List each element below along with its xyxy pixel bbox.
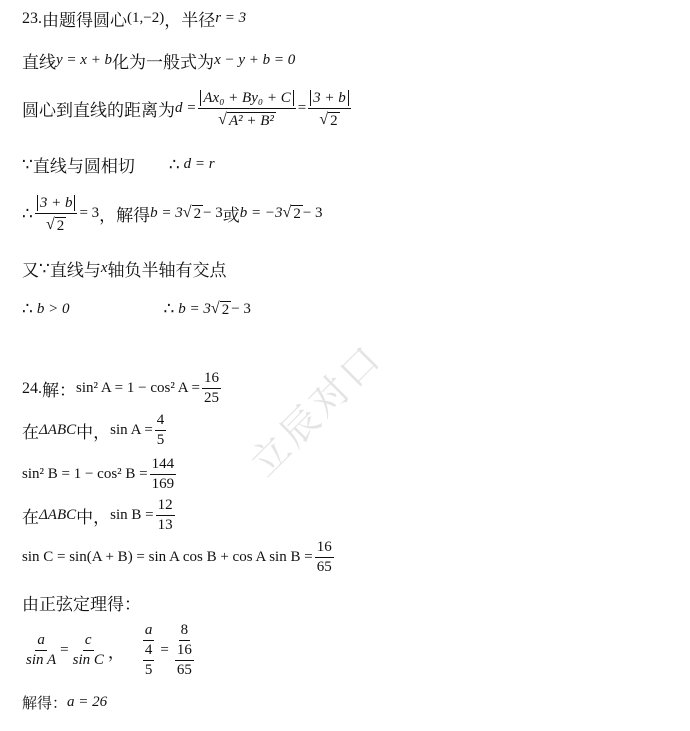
numerator: c bbox=[83, 632, 94, 651]
solution-1: b = 3 bbox=[150, 205, 183, 221]
text: 中， bbox=[76, 508, 111, 528]
triangle-label: ΔABC bbox=[39, 507, 77, 523]
text: ，解得 bbox=[99, 206, 151, 226]
numerator: 3 + b bbox=[37, 195, 76, 211]
watermark-text: 立辰对口 bbox=[241, 335, 392, 485]
equals: = bbox=[297, 100, 307, 116]
text: 直线与圆相切 bbox=[32, 157, 135, 177]
solution-2: b = −3 bbox=[239, 205, 283, 221]
denominator: sin A bbox=[26, 652, 57, 668]
therefore-symbol: ∴ bbox=[22, 203, 33, 224]
numerator: 4 bbox=[143, 642, 155, 661]
q24-line-3 bbox=[22, 456, 178, 493]
denominator: 13 bbox=[157, 517, 173, 533]
math-expr: d = r bbox=[183, 156, 215, 172]
math-center: (1,−2) bbox=[127, 10, 165, 26]
therefore-symbol: ∴ bbox=[168, 154, 180, 175]
text: 在 bbox=[22, 423, 39, 443]
denominator: 5 bbox=[156, 432, 165, 448]
math-general-form: x − y + b = 0 bbox=[214, 52, 296, 68]
q24-line-8 bbox=[22, 692, 107, 713]
distance-value-fraction: 3 + b √ 2 bbox=[308, 88, 351, 129]
math-radius: r = 3 bbox=[215, 10, 247, 26]
math-expr: sin A = bbox=[110, 422, 153, 438]
denominator: sin C bbox=[72, 652, 104, 668]
inner-fraction bbox=[143, 642, 155, 679]
numerator: 3 + b bbox=[310, 90, 349, 106]
text: 轴负半轴有交点 bbox=[107, 261, 227, 281]
denominator: 25 bbox=[203, 390, 219, 406]
because-symbol: ∵ bbox=[39, 258, 50, 279]
math-expr: = 3 bbox=[79, 205, 100, 221]
numerator: Ax₀ + By₀ + C bbox=[200, 90, 293, 106]
fraction bbox=[24, 632, 58, 669]
q24-line-6 bbox=[22, 590, 141, 615]
compound-fraction bbox=[171, 622, 198, 679]
text: 直线与 bbox=[49, 261, 101, 281]
numerator: a bbox=[143, 622, 155, 641]
text: ，半径 bbox=[164, 11, 216, 31]
q23-line-1 bbox=[22, 6, 246, 31]
q23-line-3 bbox=[22, 88, 353, 129]
numerator: 144 bbox=[150, 456, 177, 475]
q24-line-1 bbox=[22, 370, 223, 407]
equals: = bbox=[60, 642, 69, 658]
text: 解得： bbox=[22, 694, 68, 712]
denominator: 5 bbox=[144, 662, 153, 678]
numerator: 8 bbox=[179, 622, 191, 641]
q23-line-6 bbox=[22, 256, 227, 281]
denominator: 65 bbox=[176, 662, 192, 678]
text: 由正弦定理得： bbox=[22, 595, 141, 615]
math-expr: − 3 bbox=[302, 205, 323, 221]
fraction bbox=[71, 632, 106, 669]
math-line-eq: y = x + b bbox=[56, 52, 113, 68]
fraction bbox=[150, 456, 177, 493]
question-number: 23. bbox=[22, 9, 42, 27]
math-expr: b > 0 bbox=[36, 300, 70, 317]
because-symbol: ∵ bbox=[22, 154, 33, 175]
q23-line-5: ∴ 3 + b √ 2 = 3 ，解得 b = 3 √ 2 − 3 或 b = −3 √ 2 − 3 bbox=[22, 195, 323, 234]
radicand: 2 bbox=[293, 206, 301, 222]
denominator: 2 bbox=[330, 113, 338, 129]
radicand: 2 bbox=[221, 301, 230, 318]
math-expr: − 3 bbox=[203, 205, 223, 221]
numerator: 16 bbox=[175, 642, 194, 661]
text: 由题得圆心 bbox=[42, 11, 127, 31]
denominator: 65 bbox=[316, 559, 332, 575]
text: 圆心到直线的距离为 bbox=[22, 101, 175, 121]
text: 直线 bbox=[22, 53, 56, 73]
math-expr: sin C = sin(A + B) = sin A cos B + cos A sin B = bbox=[22, 549, 313, 565]
text: 又 bbox=[22, 261, 39, 281]
fraction bbox=[156, 497, 175, 534]
triangle-label: ΔABC bbox=[39, 422, 77, 438]
math-d: d = bbox=[175, 100, 197, 116]
final-answer: a = 26 bbox=[67, 694, 108, 710]
therefore-symbol: ∴ bbox=[22, 299, 33, 319]
numerator: 12 bbox=[156, 497, 175, 516]
equals: = bbox=[160, 642, 169, 658]
fraction bbox=[155, 412, 167, 449]
math-expr: sin B = bbox=[110, 507, 154, 523]
math-expr: sin² B = 1 − cos² B = bbox=[22, 466, 148, 482]
q23-line-2 bbox=[22, 48, 295, 73]
question-number: 24. bbox=[22, 379, 42, 397]
comma: ， bbox=[107, 643, 125, 663]
q23-line-4 bbox=[22, 152, 215, 177]
inner-fraction bbox=[175, 642, 194, 679]
text: 在 bbox=[22, 508, 39, 528]
math-expr: − 3 bbox=[231, 300, 251, 317]
text: 中， bbox=[76, 423, 111, 443]
q24-line-7 bbox=[22, 622, 200, 679]
numerator: 4 bbox=[155, 412, 167, 431]
text: 化为一般式为 bbox=[112, 53, 215, 73]
final-answer: b = 3 bbox=[178, 300, 211, 317]
radicand: 2 bbox=[193, 206, 202, 222]
compound-fraction bbox=[139, 622, 159, 679]
denominator: 2 bbox=[56, 218, 65, 234]
math-expr: sin² A = 1 − cos² A = bbox=[76, 380, 200, 396]
q24-line-2 bbox=[22, 412, 168, 449]
q24-line-5 bbox=[22, 539, 336, 576]
equation-fraction: 3 + b √ 2 bbox=[35, 193, 78, 234]
therefore-symbol: ∴ bbox=[163, 299, 175, 319]
distance-formula-fraction: Ax₀ + By₀ + C √ A² + B² bbox=[198, 88, 295, 129]
fraction bbox=[202, 370, 221, 407]
text: 或 bbox=[222, 206, 240, 226]
numerator: 16 bbox=[202, 370, 221, 389]
fraction bbox=[315, 539, 334, 576]
text: 解： bbox=[42, 381, 76, 401]
q23-line-7: ∴ b > 0 ∴ b = 3 √ 2 − 3 bbox=[22, 299, 251, 319]
numerator: a bbox=[35, 632, 47, 651]
q24-line-4 bbox=[22, 497, 177, 534]
denominator: A² + B² bbox=[228, 113, 274, 129]
math-x: x bbox=[100, 260, 108, 276]
denominator: 169 bbox=[151, 476, 175, 492]
numerator: 16 bbox=[315, 539, 334, 558]
